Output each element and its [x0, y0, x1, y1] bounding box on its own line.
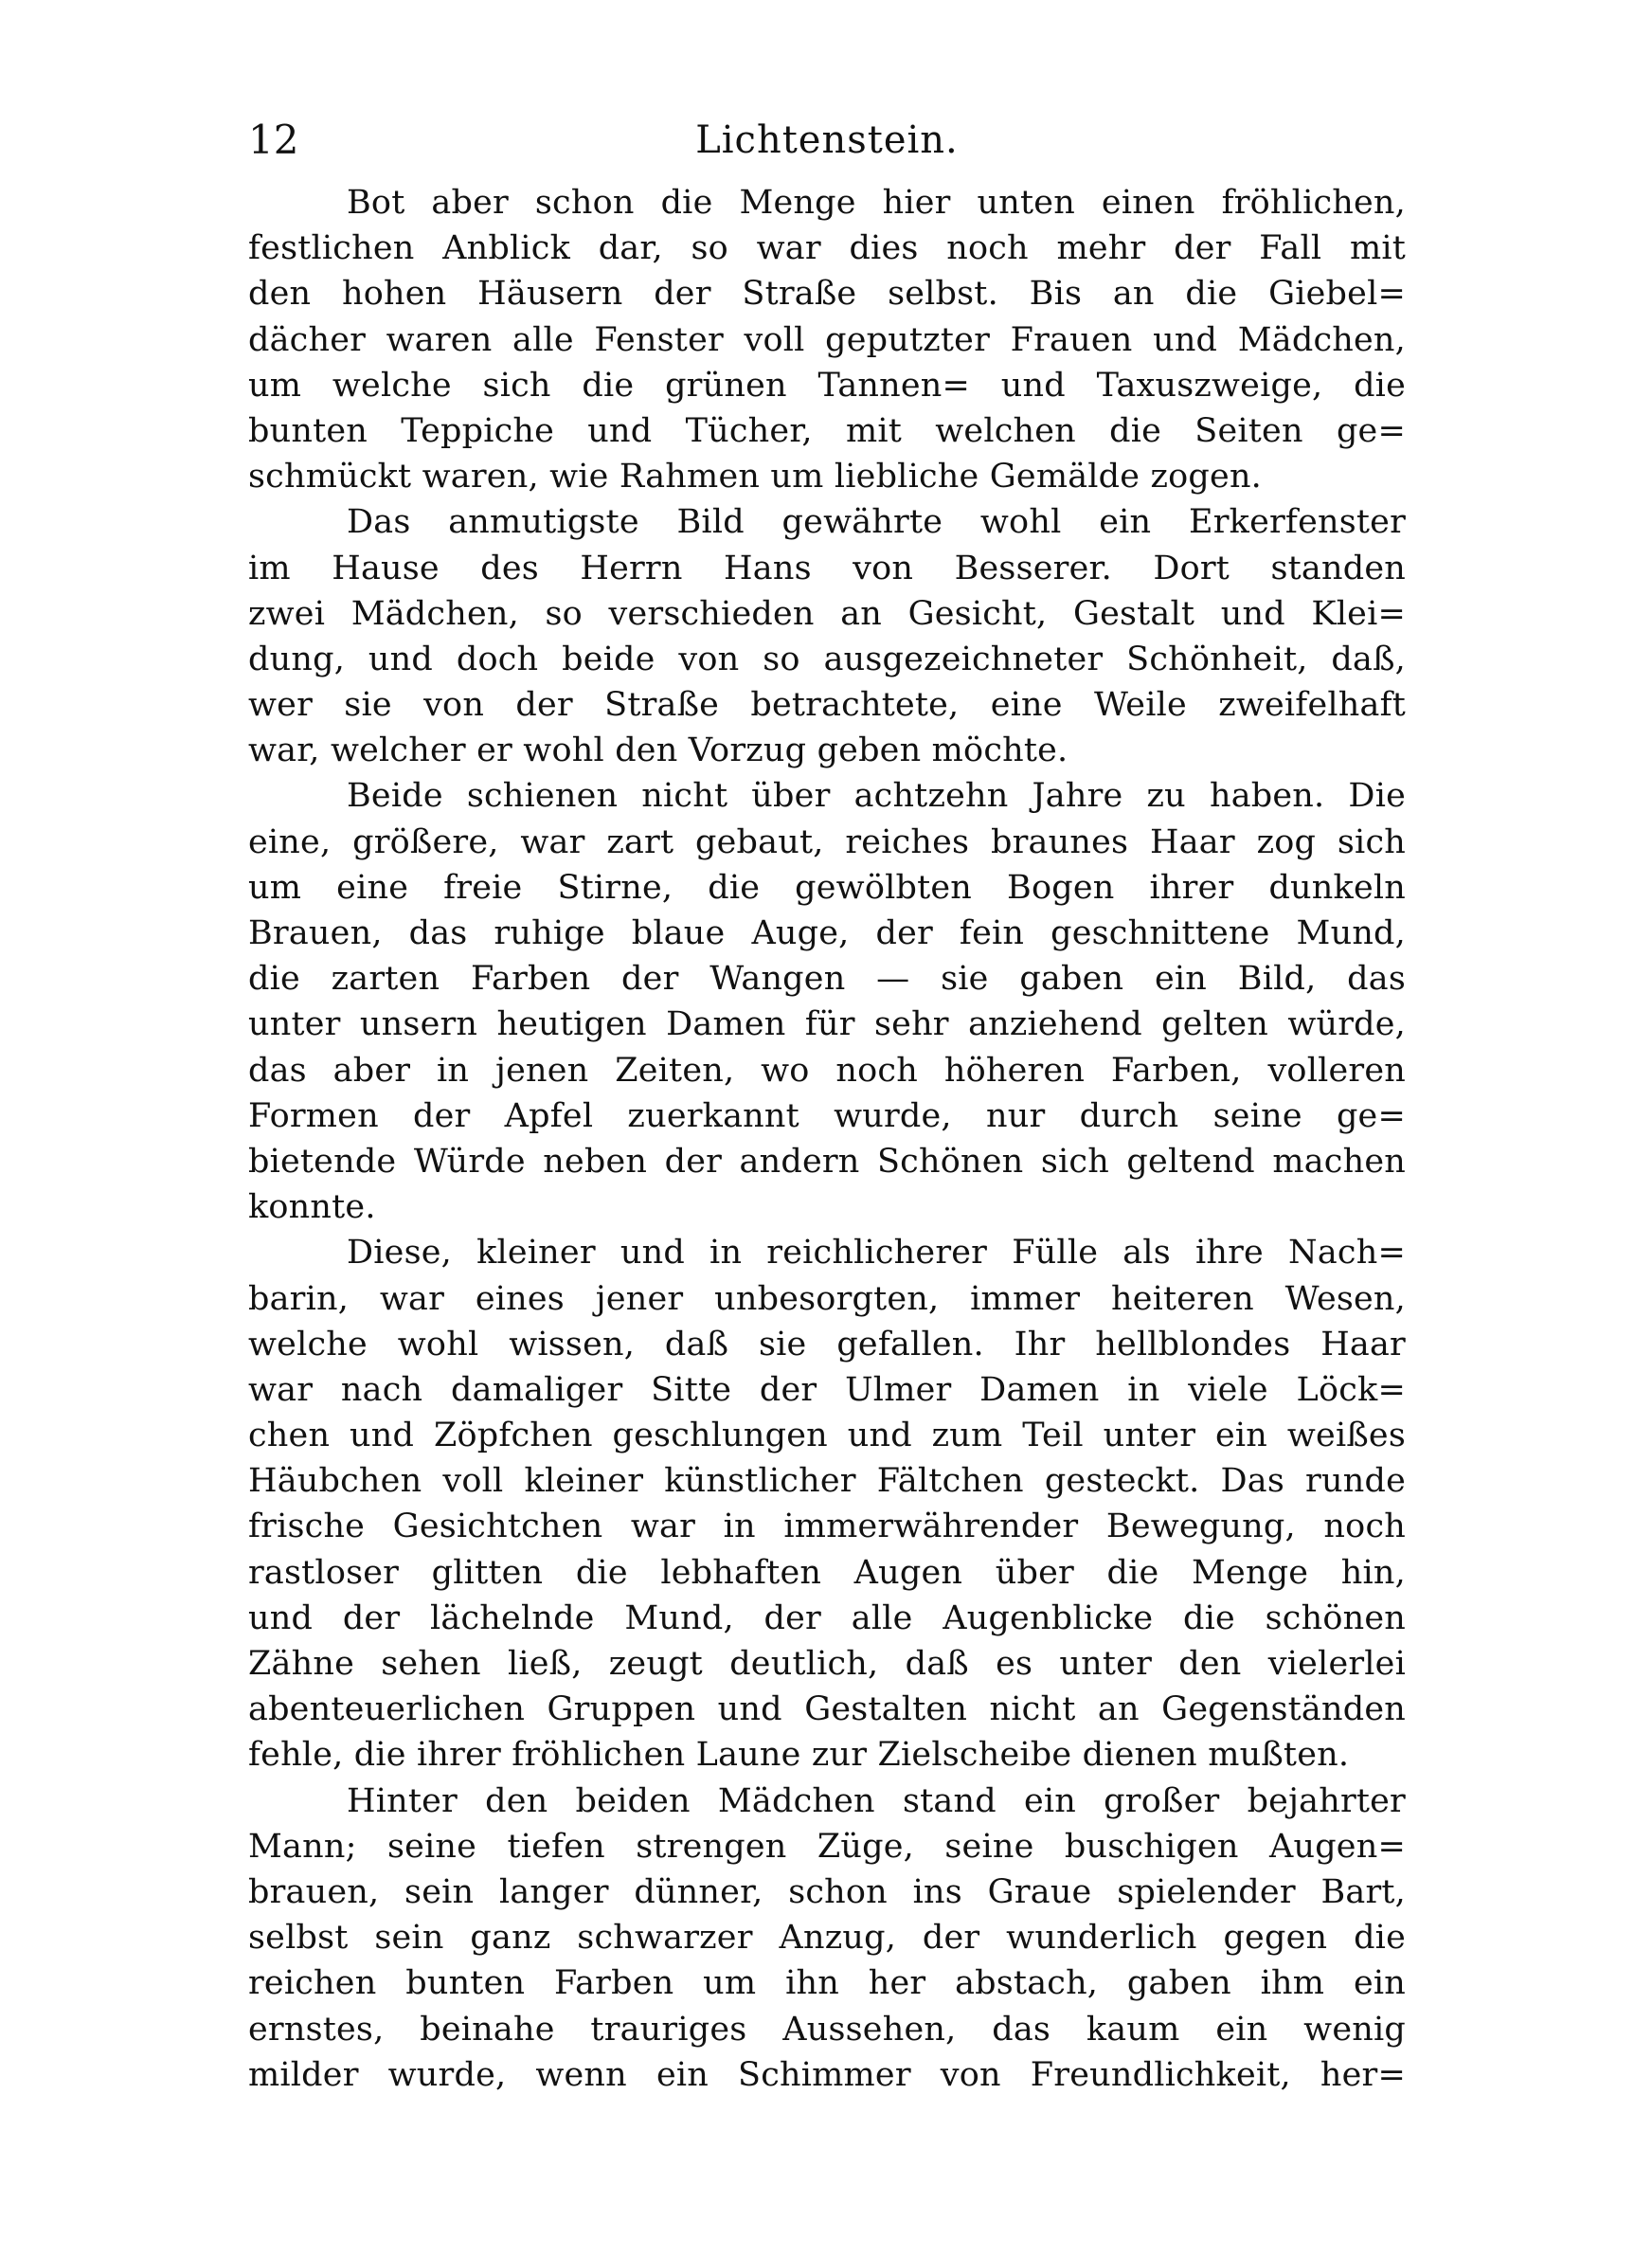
text-line: zwei Mädchen, so verschieden an Gesicht, Gestalt und Klei=: [248, 594, 1406, 633]
text-line: ernstes, beinahe trauriges Aussehen, das kaum ein wenig: [248, 2010, 1406, 2049]
text-line: Zähne sehen ließ, zeugt deutlich, daß es unter den vielerlei: [248, 1645, 1406, 1683]
text-line: Diese, kleiner und in reichlicherer Fülle als ihre Nach=: [347, 1234, 1406, 1273]
text-line: milder wurde, wenn ein Schimmer von Freundlichkeit, her=: [248, 2055, 1406, 2094]
text-line: reichen bunten Farben um ihn her abstach, gaben ihm ein: [248, 1964, 1406, 2003]
text-line: Häubchen voll kleiner künstlicher Fältchen gesteckt. Das runde: [248, 1462, 1406, 1501]
text-line: selbst sein ganz schwarzer Anzug, der wunderlich gegen die: [248, 1919, 1406, 1958]
text-line: welche wohl wissen, daß sie gefallen. Ihr hellblondes Haar: [248, 1325, 1406, 1363]
running-title: Lichtenstein.: [695, 118, 959, 162]
text-line: und der lächelnde Mund, der alle Augenblicke die schönen: [248, 1598, 1406, 1637]
text-line: konnte.: [248, 1188, 376, 1227]
page-number: 12: [248, 117, 299, 163]
text-line: bietende Würde neben der andern Schönen sich geltend machen: [248, 1142, 1406, 1181]
text-line: brauen, sein langer dünner, schon ins Graue spielender Bart,: [248, 1872, 1406, 1911]
text-line: dächer waren alle Fenster voll geputzter Frauen und Mädchen,: [248, 320, 1406, 359]
text-line: die zarten Farben der Wangen — sie gaben ein Bild, das: [248, 960, 1406, 999]
text-line: Bot aber schon die Menge hier unten einen fröhlichen,: [347, 184, 1406, 222]
text-line: barin, war eines jener unbesorgten, immer heiteren Wesen,: [248, 1279, 1406, 1318]
text-line: Formen der Apfel zuerkannt wurde, nur durch seine ge=: [248, 1096, 1406, 1135]
text-line: schmückt waren, wie Rahmen um liebliche Gemälde zogen.: [248, 458, 1263, 497]
text-line: festlichen Anblick dar, so war dies noch mehr der Fall mit: [248, 229, 1406, 268]
text-line: Beide schienen nicht über achtzehn Jahre zu haben. Die: [347, 777, 1406, 816]
text-line: war nach damaliger Sitte der Ulmer Damen in viele Löck=: [248, 1370, 1406, 1409]
text-line: Mann; seine tiefen strengen Züge, seine buschigen Augen=: [248, 1827, 1406, 1866]
text-line: Hinter den beiden Mädchen stand ein großer bejahrter: [347, 1781, 1406, 1820]
text-line: das aber in jenen Zeiten, wo noch höheren Farben, volleren: [248, 1051, 1406, 1090]
body-text: [248, 180, 1406, 2098]
page-header: [248, 112, 1406, 169]
text-line: eine, größere, war zart gebaut, reiches braunes Haar zog sich: [248, 822, 1406, 861]
text-line: frische Gesichtchen war in immerwährender Bewegung, noch: [248, 1508, 1406, 1546]
text-line: wer sie von der Straße betrachtete, eine Weile zweifelhaft: [248, 686, 1406, 725]
text-line: Brauen, das ruhige blaue Auge, der fein geschnittene Mund,: [248, 914, 1406, 952]
text-line: dung, und doch beide von so ausgezeichneter Schönheit, daß,: [248, 640, 1406, 678]
text-line: bunten Teppiche und Tücher, mit welchen die Seiten ge=: [248, 411, 1406, 450]
text-line: um eine freie Stirne, die gewölbten Bogen ihrer dunkeln: [248, 868, 1406, 907]
text-line: um welche sich die grünen Tannen= und Taxuszweige, die: [248, 366, 1406, 405]
text-line: rastloser glitten die lebhaften Augen über die Menge hin,: [248, 1553, 1406, 1592]
text-line: war, welcher er wohl den Vorzug geben möchte.: [248, 731, 1068, 770]
text-line: chen und Zöpfchen geschlungen und zum Teil unter ein weißes: [248, 1417, 1406, 1455]
text-line: Das anmutigste Bild gewährte wohl ein Erkerfenster: [347, 503, 1406, 542]
text-line: abenteuerlichen Gruppen und Gestalten nicht an Gegenständen: [248, 1690, 1406, 1729]
text-line: den hohen Häusern der Straße selbst. Bis an die Giebel=: [248, 275, 1406, 314]
text-line: fehle, die ihrer fröhlichen Laune zur Zielscheibe dienen mußten.: [248, 1736, 1350, 1775]
text-line: im Hause des Herrn Hans von Besserer. Dort standen: [248, 549, 1406, 587]
text-line: unter unsern heutigen Damen für sehr anziehend gelten würde,: [248, 1005, 1406, 1044]
